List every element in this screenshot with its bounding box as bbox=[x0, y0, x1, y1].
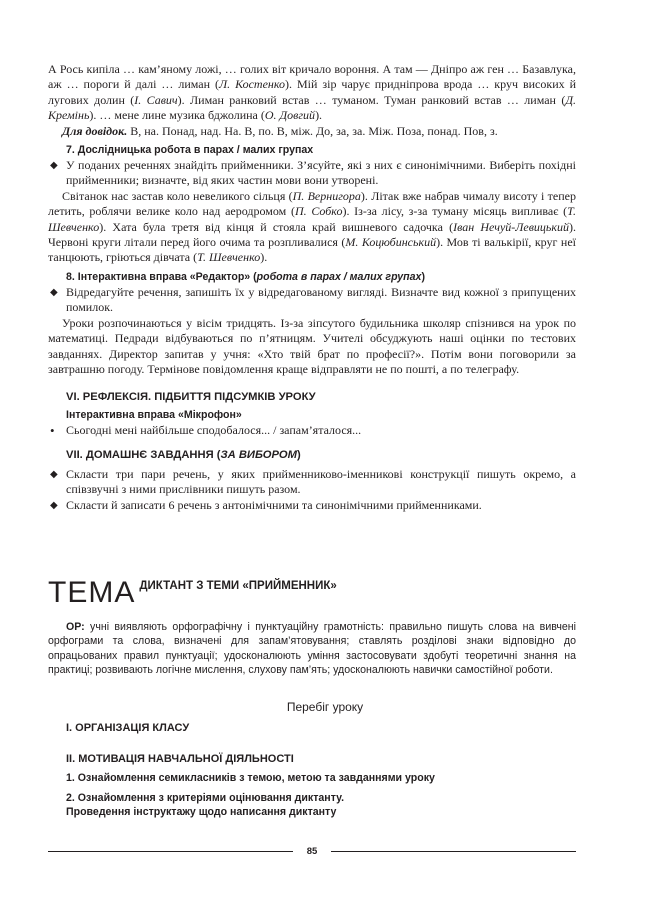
text-run: ). bbox=[260, 250, 268, 265]
text-run: ). Із-за лісу, з-за туману місяць випливає ( bbox=[342, 204, 568, 219]
text-run: ). bbox=[315, 108, 323, 123]
heading-text: VII. ДОМАШНЄ ЗАВДАННЯ ( bbox=[66, 448, 221, 461]
diamond-bullet-icon: ◆ bbox=[50, 286, 58, 298]
page-footer bbox=[48, 846, 576, 857]
instruction-text: У поданих реченнях знайдіть прийменники. З’ясуйте, які з них є синонімічними. Виберіть похідні прийменники; визначте, від яких частин мови вони утворені. bbox=[66, 158, 576, 188]
author: Іван Нечуй-Левицький bbox=[453, 219, 570, 234]
text-run: ). Хата була третя від кінця й стояла край вишневого садочка ( bbox=[99, 219, 454, 234]
page-number: 85 bbox=[306, 846, 318, 857]
lesson-heading-5: Проведення інструктажу щодо написання диктанту bbox=[66, 806, 337, 818]
lesson-heading-2: ІІ. МОТИВАЦІЯ НАВЧАЛЬНОЇ ДІЯЛЬНОСТІ bbox=[66, 753, 294, 765]
item-text: Сьогодні мені найбільше сподобалося... / запам’яталося... bbox=[66, 423, 362, 438]
author: Т. Шевченко bbox=[48, 204, 576, 234]
footer-rule bbox=[331, 851, 576, 852]
section7-item bbox=[48, 467, 576, 498]
author: П. Вернигора bbox=[292, 188, 361, 203]
author: М. Коцюбинський bbox=[345, 235, 437, 250]
author: О. Довгий bbox=[264, 108, 316, 123]
task8-text: Уроки розпочинаються у вісім тридцять. Із-за зіпсутого будильника школяр спізнився на урок по математиці. Педради відбуваються по п’ятницям. Учителі обсуджують наші оцінки по тестових завданнях. Директор запитав у учня: «Хто твій брат по професії?». Потім вони поговорили за завтрашню погоду. Термінове повідомлення краще відправляти не по пошті, а по телеграфу. bbox=[48, 315, 576, 376]
diamond-bullet-icon: ◆ bbox=[50, 160, 58, 172]
text-run: ). Мов ті валькірії, круг неї танцюють, гріються дівчата ( bbox=[48, 235, 576, 265]
topic-heading: ДИКТАНТ З ТЕМИ «ПРИЙМЕННИК» bbox=[139, 580, 337, 592]
heading-italic: ЗА ВИБОРОМ bbox=[220, 448, 297, 461]
lesson-heading-3: 1. Ознайомлення семикласників з темою, метою та завданнями уроку bbox=[66, 772, 435, 784]
hint-line bbox=[48, 124, 576, 139]
text-run: ). Мій зір чарує придніпрова врода … круч високих й лугових долин ( bbox=[48, 77, 576, 107]
task8-heading bbox=[66, 271, 576, 283]
text-run: ). Червоні круги літали перед його очима та розпливалися ( bbox=[48, 219, 577, 250]
goal-text: учні виявляють орфографічну і пунктуаційну грамотність: правильно пишуть слова на вивчені орфограми та слова, визначені для запам’ятовування; ставлять розділові знаки відповідно до опрацьованих правил пунктуації; удосконалюють уміння застосовувати здобуті теоретичні знання на практиці; розвивають логічне мислення, слухову пам’ять; удосконалюють навички самостійної роботи. bbox=[48, 621, 576, 677]
hint-text: В, на. Понад, над. На. В, по. В, між. До, за, за. Між. Поза, понад. Пов, з. bbox=[127, 123, 498, 138]
section6-item bbox=[48, 423, 576, 438]
text-run: ). Лиман ранковий встав … туманом. Туман ранковий встав … лиман ( bbox=[177, 92, 566, 107]
lesson-heading-4: 2. Ознайомлення з критеріями оцінювання диктанту. bbox=[66, 792, 345, 804]
footer-rule bbox=[48, 851, 293, 852]
task7-sentences bbox=[48, 189, 576, 266]
heading-text: ) bbox=[296, 448, 301, 461]
author: П. Собко bbox=[294, 204, 343, 219]
task7-instruction bbox=[48, 158, 576, 189]
text-run: ). … мене лине музика бджолина ( bbox=[89, 108, 265, 123]
instruction-text: Відредагуйте речення, запишіть їх у відредагованому вигляді. Визначте вид кожної з припущених помилок. bbox=[66, 284, 576, 315]
section7-heading bbox=[66, 449, 576, 461]
topic-title bbox=[48, 578, 337, 608]
text-run: Світанок нас застав коло невеликого сільця ( bbox=[62, 188, 293, 203]
learning-outcomes bbox=[48, 620, 576, 678]
goal-label: ОР: bbox=[66, 621, 85, 633]
author: Л. Костенко bbox=[219, 77, 286, 92]
section7-item bbox=[48, 498, 576, 513]
hint-label: Для довідок. bbox=[62, 123, 128, 138]
lesson-course-heading: Перебіг уроку bbox=[286, 700, 364, 714]
item-text: Скласти й записати 6 речень з антонімічними та синонімічними прийменниками. bbox=[66, 497, 482, 512]
text-run: А Рось кипіла … кам’яному ложі, … голих віт кричало вороння. А там — Дніпро аж ген … Базавлука, аж … пороги й далі … лиман ( bbox=[48, 62, 576, 92]
diamond-bullet-icon: ◆ bbox=[50, 468, 58, 480]
author: І. Савич bbox=[134, 92, 178, 107]
poem-excerpt bbox=[48, 62, 576, 124]
page-upper bbox=[48, 62, 576, 513]
diamond-bullet-icon: ◆ bbox=[50, 499, 58, 511]
topic-word: ТЕМА bbox=[48, 576, 136, 609]
section6-heading: VI. РЕФЛЕКСІЯ. ПІДБИТТЯ ПІДСУМКІВ УРОКУ bbox=[66, 391, 316, 404]
heading-text: 8. Інтерактивна вправа «Редактор» ( bbox=[66, 270, 257, 283]
task8-instruction bbox=[48, 285, 576, 316]
dot-bullet-icon: • bbox=[50, 423, 55, 439]
section6-subheading: Інтерактивна вправа «Мікрофон» bbox=[66, 409, 242, 422]
item-text: Скласти три пари речень, у яких прийменниково-іменникові конструкції пишуть окремо, а співзвучні з ними прислівники пишуть разом. bbox=[66, 466, 576, 497]
author: Д. Кремінь bbox=[48, 92, 576, 123]
heading-text: ) bbox=[421, 270, 425, 283]
lesson-heading-1: І. ОРГАНІЗАЦІЯ КЛАСУ bbox=[66, 722, 190, 734]
heading-italic: робота в парах / малих групах bbox=[256, 270, 422, 283]
text-run: ). Літак вже набрав чималу висоту і тепер летить, роблячи велике коло над аеродромом ( bbox=[48, 188, 577, 219]
author: Т. Шевченко bbox=[197, 250, 261, 265]
task7-heading: 7. Дослідницька робота в парах / малих групах bbox=[66, 144, 314, 157]
